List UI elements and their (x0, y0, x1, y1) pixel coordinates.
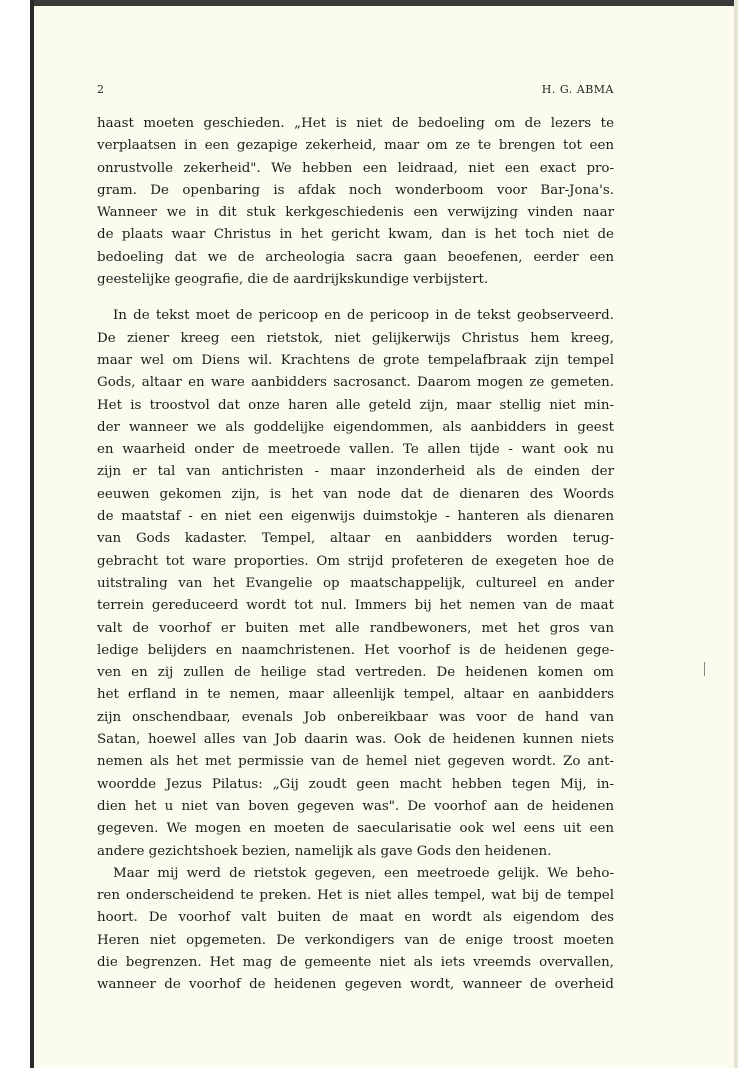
page-header (97, 83, 614, 99)
text-line: ven en zij zullen de heilige stad vertreden. De heidenen komen om (97, 665, 614, 681)
text-line: van Gods kadaster. Tempel, altaar en aanbidders worden terug- (97, 531, 614, 547)
text-line: Gods, altaar en ware aanbidders sacrosanct. Daarom mogen ze gemeten. (97, 375, 614, 391)
text-line: gegeven. We mogen en moeten de saecularisatie ook wel eens uit een (97, 821, 614, 837)
text-line: en waarheid onder de meetroede vallen. Te allen tijde - want ook nu (97, 442, 614, 458)
text-line: nemen als het met permissie van de hemel niet gegeven wordt. Zo ant- (97, 754, 614, 770)
text-line: eeuwen gekomen zijn, is het van node dat de dienaren des Woords (97, 486, 614, 502)
text-line: bedoeling dat we de archeologia sacra gaan beoefenen, eerder een (97, 249, 614, 265)
text-line: wanneer de voorhof de heidenen gegeven wordt, wanneer de overheid (97, 977, 614, 993)
text-line: hoort. De voorhof valt buiten de maat en wordt als eigendom des (97, 910, 614, 926)
margin-mark (704, 662, 705, 676)
paragraph-1 (97, 113, 614, 291)
text-line: zijn er tal van antichristen - maar inzonderheid als de einden der (97, 464, 614, 480)
paragraph-gap (97, 291, 614, 305)
running-head: H. G. ABMA (541, 83, 614, 96)
text-line: woordde Jezus Pilatus: „Gij zoudt geen macht hebben tegen Mij, in- (97, 776, 614, 792)
text-line: ren onderscheidend te preken. Het is niet alles tempel, wat bij de tempel (97, 888, 614, 904)
text-line: andere gezichtshoek bezien, namelijk als gave Gods den heidenen. (97, 843, 552, 859)
text-line: der wanneer we als goddelijke eigendommen, als aanbidders in geest (97, 419, 614, 435)
text-line: onrustvolle zekerheid". We hebben een leidraad, niet een exact pro- (97, 160, 614, 176)
scan-edge-right (734, 0, 738, 1068)
text-line: de plaats waar Christus in het gericht kwam, dan is het toch niet de (97, 227, 614, 243)
page-number: 2 (97, 83, 105, 96)
paragraph-2 (97, 305, 614, 862)
text-line: gram. De openbaring is afdak noch wonderboom voor Bar-Jona's. (97, 182, 614, 198)
text-line: valt de voorhof er buiten met alle randbewoners, met het gros van (97, 620, 614, 636)
text-line: uitstraling van het Evangelie op maatschappelijk, cultureel en ander (97, 575, 614, 591)
text-line: Maar mij werd de rietstok gegeven, een meetroede gelijk. We beho- (113, 865, 614, 881)
text-line: gebracht tot ware proporties. Om strijd profeteren de exegeten hoe de (97, 553, 614, 569)
text-line: dien het u niet van boven gegeven was". De voorhof aan de heidenen (97, 798, 614, 814)
text-line: maar wel om Diens wil. Krachtens de grote tempelafbraak zijn tempel (97, 352, 614, 368)
body-text (97, 113, 614, 997)
text-line: geestelijke geografie, die de aardrijkskundige verbijstert. (97, 272, 489, 288)
text-line: de maatstaf - en niet een eigenwijs duimstokje - hanteren als dienaren (97, 509, 614, 525)
text-line: Wanneer we in dit stuk kerkgeschiedenis een verwijzing vinden naar (97, 205, 614, 221)
text-line: ledige belijders en naamchristenen. Het voorhof is de heidenen gege- (97, 642, 614, 658)
text-line: De ziener kreeg een rietstok, niet gelijkerwijs Christus hem kreeg, (97, 330, 614, 346)
text-line: haast moeten geschieden. „Het is niet de bedoeling om de lezers te (97, 116, 614, 131)
text-line: die begrenzen. Het mag de gemeente niet als iets vreemds overvallen, (97, 954, 614, 970)
text-line: Satan, hoewel alles van Job daarin was. Ook de heidenen kunnen niets (97, 732, 614, 748)
text-line: Het is troostvol dat onze haren alle geteld zijn, maar stellig niet min- (97, 397, 614, 413)
paragraph-3 (97, 863, 614, 997)
text-line: zijn onschendbaar, evenals Job onbereikbaar was voor de hand van (97, 709, 614, 725)
text-line: verplaatsen in een gezapige zekerheid, maar om ze te brengen tot een (97, 138, 614, 154)
text-line: het erfland in te nemen, maar alleenlijk tempel, altaar en aanbidders (97, 687, 614, 703)
text-line: terrein gereduceerd wordt tot nul. Immers bij het nemen van de maat (97, 598, 614, 614)
text-line: Heren niet opgemeten. De verkondigers van de enige troost moeten (97, 932, 614, 948)
text-line: In de tekst moet de pericoop en de pericoop in de tekst geobserveerd. (113, 308, 614, 324)
